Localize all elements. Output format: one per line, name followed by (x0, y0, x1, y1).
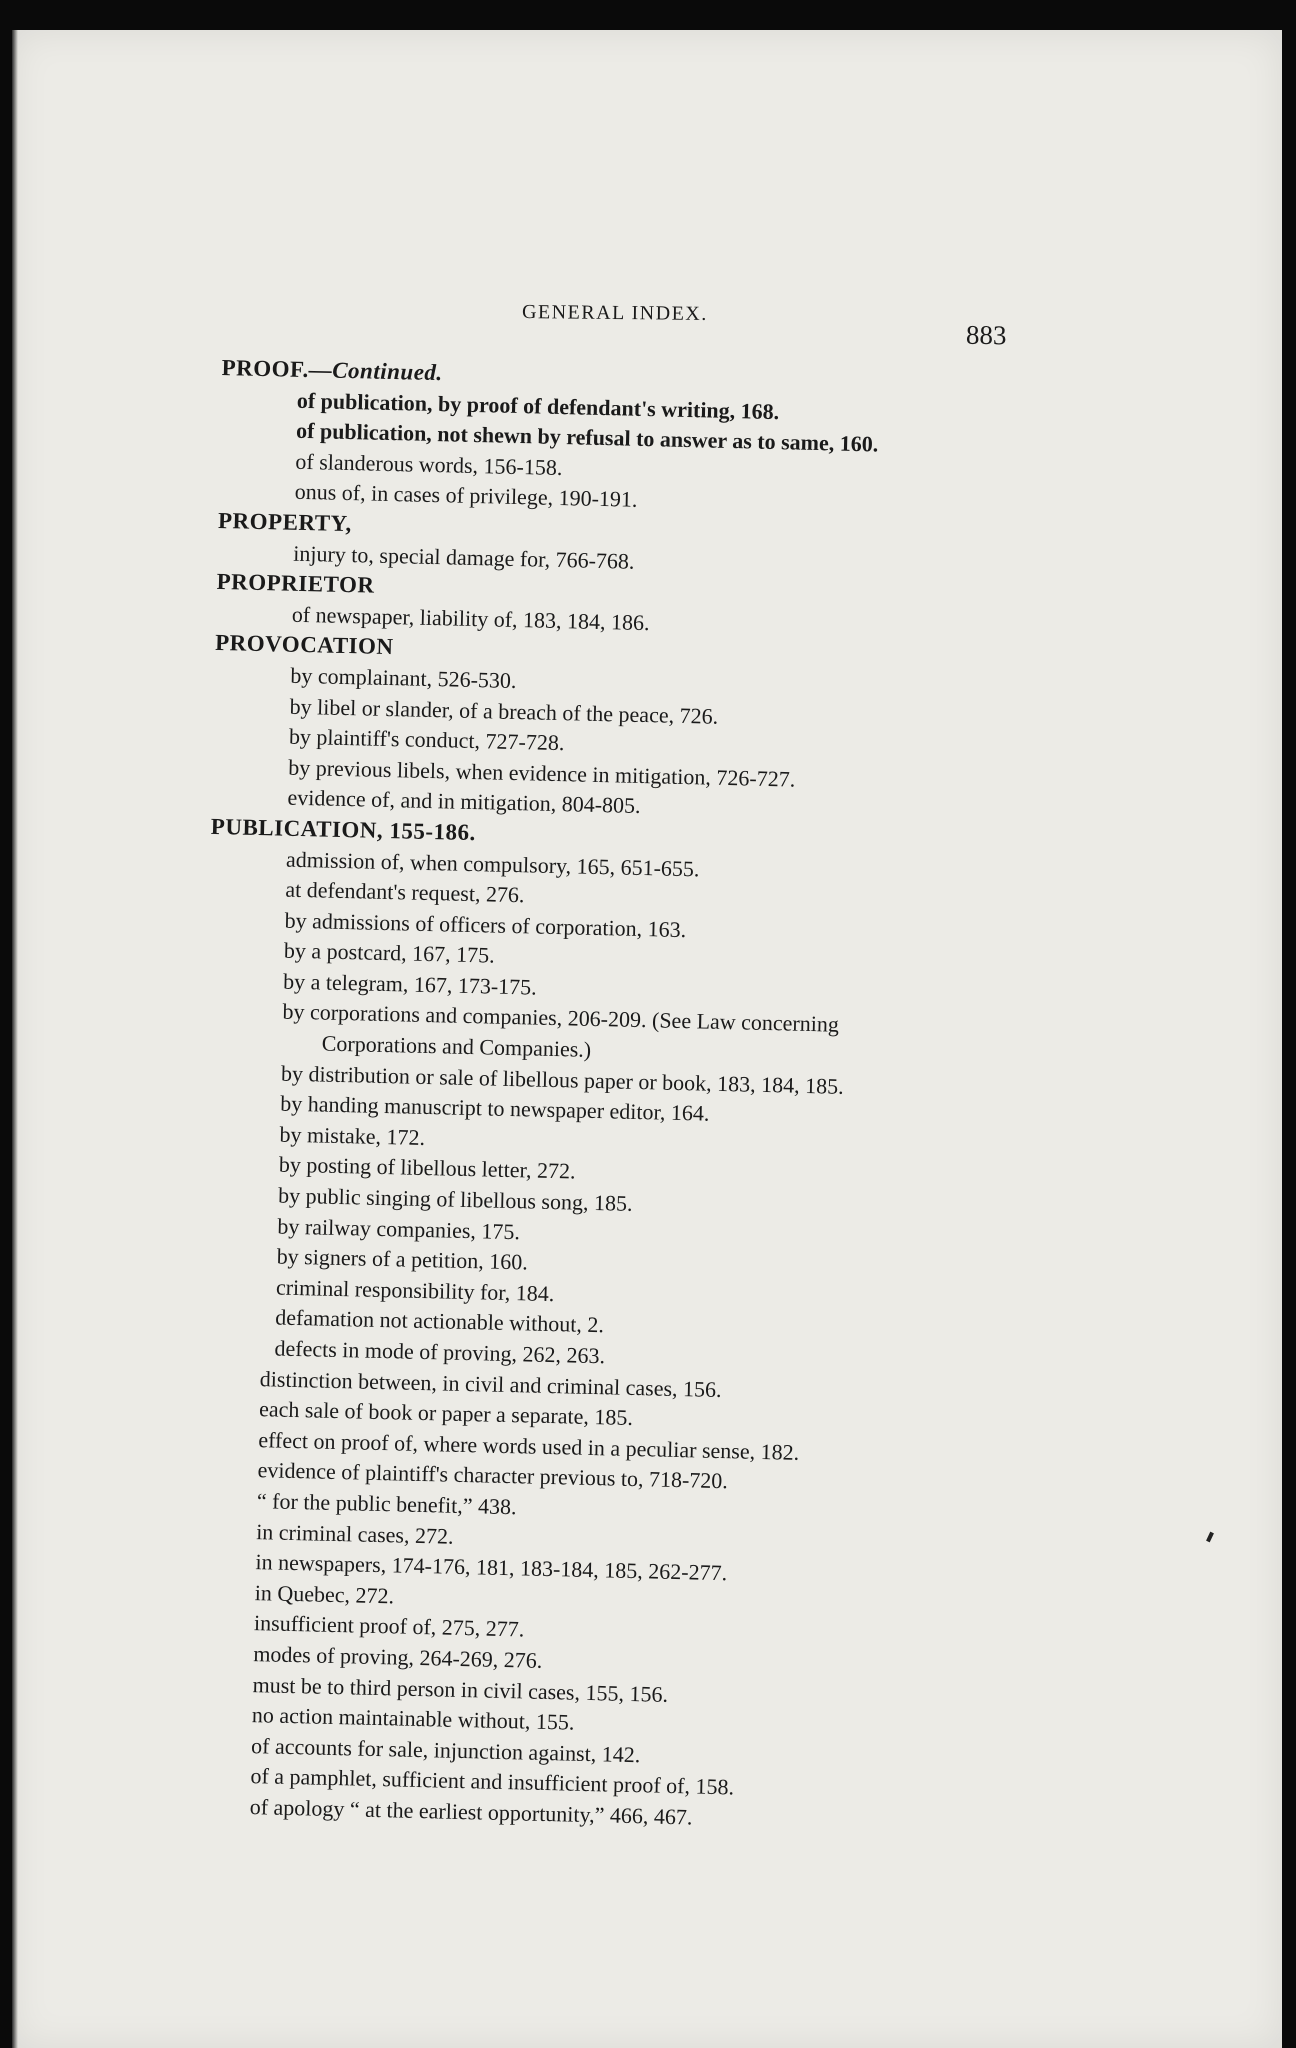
index-heading-text: PROPERTY, (217, 507, 353, 537)
index-heading-text: PROVOCATION (214, 630, 394, 660)
index-subentry: by a postcard, 167, 175. (283, 937, 495, 968)
ink-speck (1206, 1532, 1214, 1543)
index-subentry: by previous libels, when evidence in mitigation, 726-727. (287, 754, 796, 792)
index-subentry: distinction between, in civil and criminal cases, 156. (259, 1365, 722, 1402)
index-subentry: effect on proof of, where words used in a peculiar sense, 182. (258, 1426, 800, 1465)
index-subentry: of publication, not shewn by refusal to answer as to same, 160. (295, 417, 879, 457)
index-subentry: by corporations and companies, 206-209. (See Law concerning (282, 999, 840, 1038)
running-head: GENERAL INDEX. (521, 301, 708, 325)
index-subentry: by railway companies, 175. (277, 1213, 521, 1244)
index-subentry: of accounts for sale, injunction against, 142. (250, 1732, 641, 1767)
index-subentry: of newspaper, liability of, 183, 184, 186. (291, 601, 650, 635)
index-subentry: modes of proving, 264-269, 276. (253, 1641, 543, 1673)
index-subentry: defects in mode of proving, 262, 263. (274, 1335, 606, 1369)
index-subentry: of publication, by proof of defendant's writing, 168. (296, 387, 780, 424)
index-subentry: by libel or slander, of a breach of the peace, 726. (289, 693, 719, 729)
index-subentry: must be to third person in civil cases, 155, 156. (252, 1671, 669, 1707)
index-body (187, 353, 1041, 1840)
index-subentry: in criminal cases, 272. (255, 1518, 454, 1549)
index-subentry: in Quebec, 272. (254, 1579, 395, 1609)
index-subentry: evidence of, and in mitigation, 804-805. (287, 784, 641, 819)
index-subentry: in newspapers, 174-176, 181, 183-184, 185, 262-277. (255, 1549, 728, 1586)
index-subentry: of a pamphlet, sufficient and insufficient proof of, 158. (250, 1763, 735, 1800)
index-subentry: by plaintiff's conduct, 727-728. (288, 723, 565, 756)
index-subentry: onus of, in cases of privilege, 190-191. (294, 479, 638, 513)
index-subentry: admission of, when compulsory, 165, 651-655. (285, 846, 700, 881)
index-subentry: insufficient proof of, 275, 277. (253, 1610, 525, 1642)
index-subentry: at defendant's request, 276. (285, 876, 525, 908)
index-heading-text: PROPRIETOR (216, 569, 375, 598)
index-subentry: by admissions of officers of corporation, 163. (284, 907, 687, 942)
index-heading-text: PROOF. (221, 354, 310, 383)
index-subentry: of slanderous words, 156-158. (295, 448, 563, 480)
index-subentry: each sale of book or paper a separate, 185. (258, 1396, 634, 1431)
index-subentry: by a telegram, 167, 173-175. (282, 968, 538, 1000)
index-subentry: criminal responsibility for, 184. (275, 1274, 555, 1306)
index-heading-text: PUBLICATION, 155-186. (210, 813, 477, 846)
index-subentry: injury to, special damage for, 766-768. (293, 540, 635, 574)
index-subentry: by complainant, 526-530. (290, 662, 517, 693)
index-subentry: by distribution or sale of libellous paper or book, 183, 184, 185. (280, 1060, 844, 1099)
index-subentry: “ for the public benefit,” 438. (256, 1488, 517, 1520)
page-number: 883 (965, 319, 1007, 351)
index-subentry: by signers of a petition, 160. (276, 1243, 529, 1275)
index-subentry: by mistake, 172. (279, 1121, 426, 1150)
index-subentry: of apology “ at the earliest opportunity,” 466, 467. (249, 1793, 693, 1830)
index-subentry: defamation not actionable without, 2. (274, 1304, 605, 1338)
index-subentry: evidence of plaintiff's character previous to, 718-720. (257, 1457, 729, 1494)
index-subentry: no action maintainable without, 155. (251, 1702, 575, 1735)
index-subentry: by posting of libellous letter, 272. (278, 1152, 576, 1184)
index-subentry: Corporations and Companies.) (321, 1030, 592, 1062)
index-subentry: by public singing of libellous song, 185. (277, 1182, 633, 1216)
index-subentry: by handing manuscript to newspaper editor, 164. (280, 1090, 710, 1126)
continued-label: —Continued. (308, 357, 444, 386)
